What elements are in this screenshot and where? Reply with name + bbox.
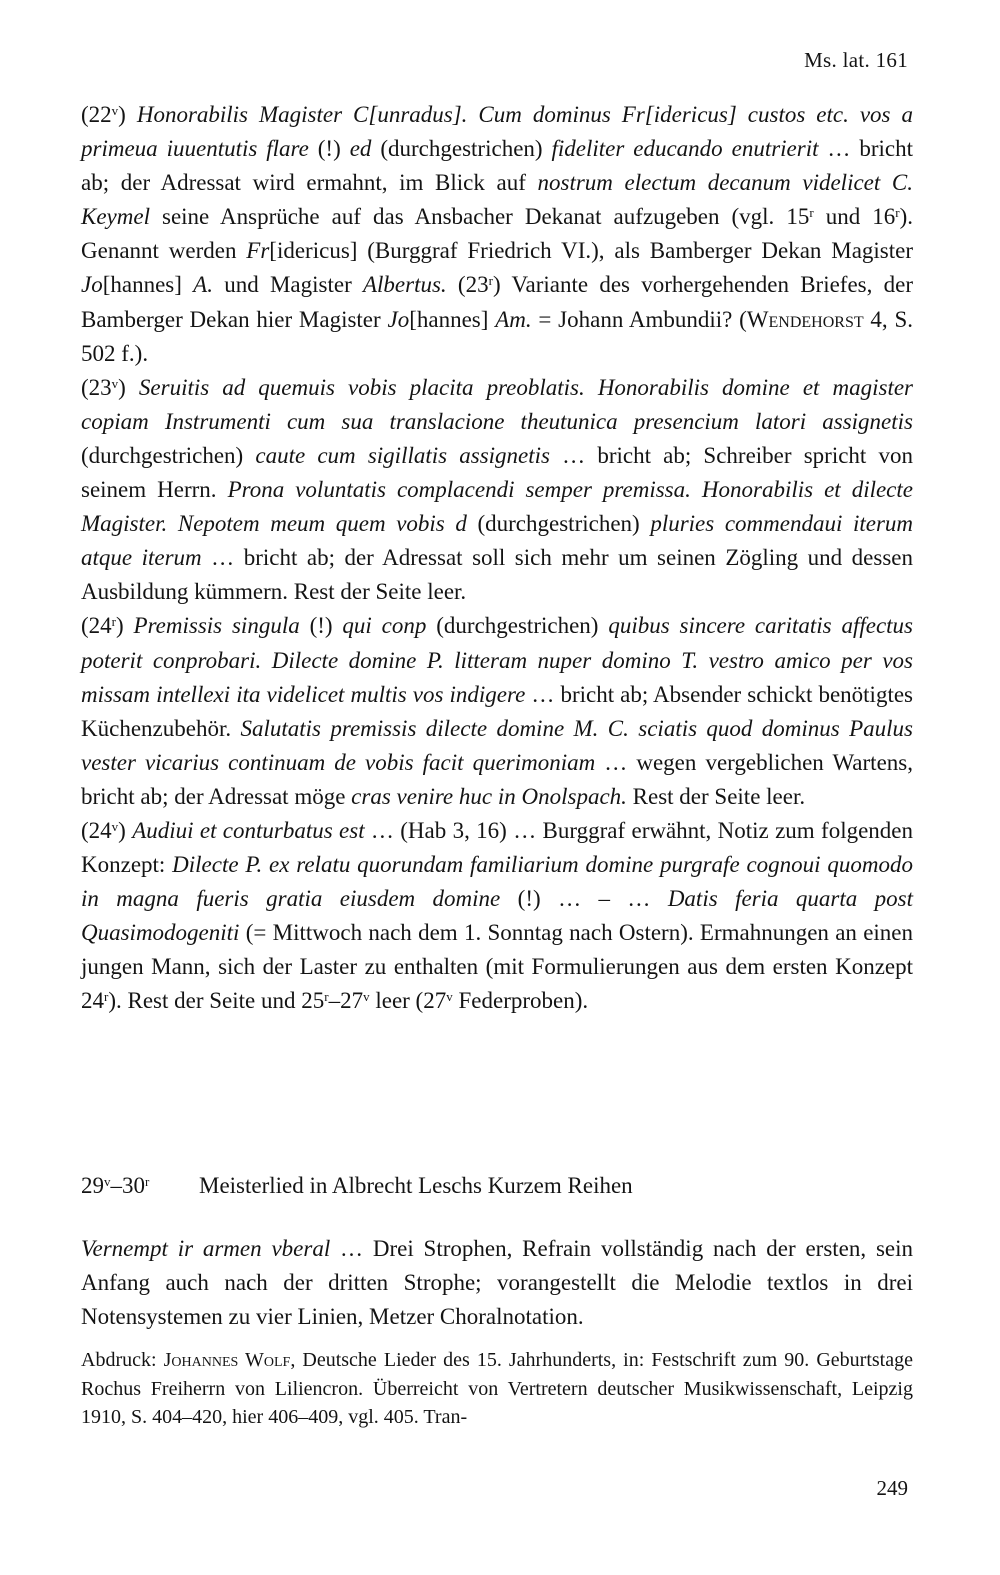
text-run: und 16: [813, 204, 896, 230]
text-run: , Deutsche Lieder des 15. Jahrhunderts, in: Festschrift zum 90. Geburtstage Rochus Freiherrn von Liliencron. Überreicht von Vertretern deutscher Musikwissenschaft, Leipzig 1910, S. 404–420, hier 406–409, vgl. 405. Tran-: [81, 1349, 913, 1428]
latin-quote: Fr: [246, 238, 270, 264]
latin-quote: Honorabilis Magister C[unradus]. Cum dominus Fr[idericus] custos etc. vos a primeua iuuentutis flare: [81, 102, 913, 162]
latin-quote: Am.: [495, 306, 532, 332]
text-run: (23: [446, 272, 489, 298]
text-run: und Magister: [212, 272, 363, 298]
latin-quote: Dilecte P. ex relatu quorundam familiarium domine purgrafe cognoui quomodo in magna fueris gratia eiusdem domine: [81, 852, 913, 912]
section-title: Meisterlied in Albrecht Leschs Kurzem Reihen: [199, 1173, 633, 1198]
latin-quote: Datis feria quarta post Quasimodogeniti: [81, 886, 914, 946]
latin-quote: Seruitis ad quemuis vobis placita preoblatis. Honorabilis domine et magister copiam Instrumenti cum sua translacione theutunica presencium latori assignetis: [81, 374, 913, 434]
folio-side: r: [809, 205, 814, 221]
latin-quote: Salutatis premissis dilecte domine M. C. sciatis quod dominus Paulus vester vicarius continuam de vobis facit querimoniam: [81, 715, 914, 775]
text-run: (durchgestrichen): [426, 613, 609, 639]
text-run: (23: [81, 374, 112, 400]
text-run: … (Hab 3, 16) … Burggraf erwähnt, Notiz zum folgenden Konzept:: [81, 817, 913, 878]
section-description: [81, 1232, 913, 1334]
folio-side: r: [104, 989, 109, 1005]
latin-quote: Jo: [81, 272, 103, 298]
text-run: … bricht ab; der Adressat soll sich mehr um seinen Zögling und dessen Ausbildung kümmern. Rest der Seite leer.: [81, 545, 913, 605]
text-run: (durchgestrichen): [371, 136, 552, 162]
text-run: ): [118, 102, 137, 127]
page-number: 249: [876, 1476, 908, 1500]
text-run: (!): [308, 136, 350, 162]
latin-quote: Prona voluntatis complacendi semper premissa. Honorabilis et dilecte Magister. Nepotem meum quem vobis d: [81, 477, 913, 537]
text-run: leer (27: [369, 988, 447, 1014]
reprint-note: [81, 1346, 913, 1432]
text-run: 29: [81, 1173, 104, 1198]
folio-side: v: [111, 818, 119, 834]
text-run: (!): [299, 613, 343, 639]
folio-side: v: [111, 375, 119, 391]
latin-quote: quibus sincere caritatis affectus poterit conprobari. Dilecte domine P. litteram nuper domino T. vestro amico per vos missam intellexi ita videlicet multis vos indigere: [81, 613, 913, 707]
text-run: 4, S. 502 f.).: [81, 306, 914, 366]
text-run: ): [118, 817, 133, 843]
text-run: ) Variante des vorhergehenden Briefes, der Bamberger Dekan hier Magister: [81, 272, 913, 332]
text-run: = Johann Ambundii? (: [531, 306, 747, 332]
text-run: ). Genannt werden: [81, 204, 914, 264]
section-heading: [81, 1172, 913, 1199]
text-run: (!) … – …: [500, 886, 668, 912]
latin-quote: fideliter educando enutrierit: [551, 136, 819, 162]
folio-side: r: [488, 273, 493, 289]
latin-quote: caute cum sigillatis assignetis: [255, 442, 550, 468]
latin-quote: Premissis singula: [133, 613, 300, 639]
text-run: (24: [81, 817, 112, 843]
folio-side: v: [104, 1174, 111, 1189]
latin-quote: Jo: [387, 306, 410, 332]
text-run: … bricht ab; der Adressat wird ermahnt, im Blick auf: [81, 136, 914, 196]
folio-side: r: [324, 989, 329, 1005]
text-run: … Drei Strophen, Refrain vollständig nach der ersten, sein Anfang auch nach der dritten Strophe; vorangestellt die Melodie textlos in drei Notensystemen zu vier Linien, Metzer Choralnotation.: [81, 1236, 913, 1330]
folio-side: r: [145, 1174, 150, 1189]
text-run: [hannes]: [102, 272, 194, 298]
text-run: ). Rest der Seite und 25: [108, 988, 325, 1014]
latin-quote: A.: [193, 272, 213, 298]
text-run: ): [116, 613, 134, 639]
latin-quote: nostrum electum decanum videlicet C. Keymel: [81, 170, 913, 230]
entry-paragraph: [81, 98, 913, 371]
text-run: (24: [81, 613, 112, 639]
latin-quote: Vernempt ir armen vberal: [81, 1236, 331, 1261]
text-run: (durchgestrichen): [466, 511, 651, 537]
running-head: Ms. lat. 161: [804, 48, 908, 72]
entry-paragraph: [81, 371, 913, 610]
text-run: (22: [81, 102, 112, 127]
text-run: Rest der Seite leer.: [626, 783, 806, 809]
folio-side: r: [111, 614, 117, 630]
folio-side: v: [446, 989, 453, 1005]
latin-quote: cras venire huc in Onolspach.: [351, 783, 627, 809]
author-name: Johannes Wolf: [163, 1349, 291, 1371]
text-run: –27: [328, 988, 364, 1014]
text-run: … bricht ab; Absender schickt benötigtes Küchenzubehör.: [81, 681, 913, 741]
latin-quote: ed: [349, 136, 372, 162]
entry-paragraph: [81, 814, 913, 1019]
author-name: Wendehorst: [746, 306, 864, 332]
entry-paragraph: [81, 609, 913, 814]
folio-side: v: [363, 989, 370, 1005]
section-folio: [81, 1173, 199, 1199]
folio-side: r: [895, 205, 900, 221]
text-run: [hannes]: [409, 306, 496, 332]
text-run: … bricht ab; Schreiber spricht von seinem Herrn.: [81, 442, 913, 503]
text-run: seine Ansprüche auf das Ansbacher Dekanat aufzugeben (vgl. 15: [149, 204, 810, 230]
text-run: … wegen vergeblichen Wartens, bricht ab; der Adressat möge: [81, 749, 913, 809]
text-run: (= Mittwoch nach dem 1. Sonntag nach Ostern). Ermahnungen an einen jungen Mann, sich der Laster zu enthalten (mit Formulierungen aus dem ersten Konzept 24: [81, 920, 913, 1014]
text-run: Abdruck:: [81, 1349, 164, 1371]
latin-quote: qui conp: [342, 613, 427, 639]
latin-quote: Audiui et conturbatus est: [132, 817, 365, 843]
entry-list: [81, 98, 913, 1019]
text-run: ): [118, 374, 139, 400]
text-run: Federproben).: [452, 988, 589, 1014]
text-run: [idericus] (Burggraf Friedrich VI.), als Bamberger Dekan Magister: [269, 238, 914, 264]
text-run: –30: [110, 1173, 145, 1198]
folio-side: v: [111, 103, 119, 118]
text-run: (durchgestrichen): [81, 442, 256, 468]
latin-quote: Albertus.: [362, 272, 447, 298]
latin-quote: pluries commendaui iterum atque iterum: [81, 511, 914, 571]
